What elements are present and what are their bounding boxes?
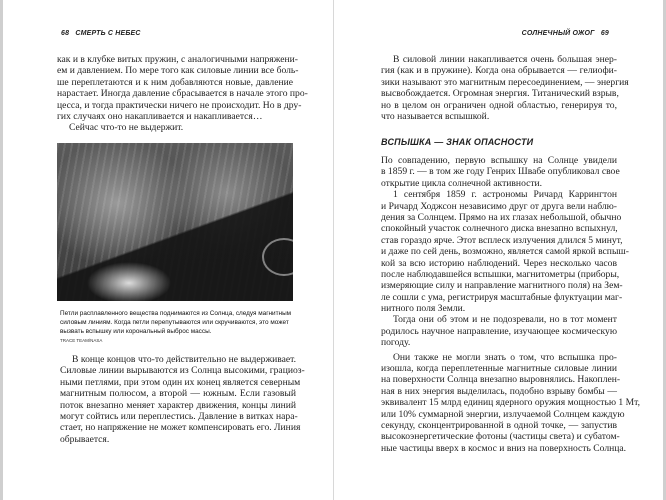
text-line: после наблюдавшейся вспышки, магнитометры (приборы, [381,268,620,280]
text-line: ше переплетаются и к ним добавляются новые, давление [57,76,293,88]
text-line: дения за Солнцем. Прямо на их глазах небольшой, обычно [381,211,622,223]
text-line: родилось научное направление, изучающее космическую [381,325,617,337]
text-line: ем и давлением. По мере того как силовые линии все боль- [57,65,299,77]
photo-credit: TRACE TEAM/NASA [60,338,103,343]
solar-loops-photo [57,143,293,301]
text-line: магнитным полюсом, а второй — южным. Если газовый [60,388,296,400]
text-line: что называется вспышкой. [381,110,490,122]
text-line: высвобождается. Огромная энергия. Титанический взрыв, [381,88,619,100]
text-line: изошла, когда переплетенные магнитные силовые линии [381,363,617,375]
page-number: 69 [600,30,609,37]
text-line: нитного поля Земли. [381,303,466,315]
text-line: стает, но напряжение не может компенсировать его. Линия [60,422,301,434]
running-title: СМЕРТЬ С НЕБЕС [75,30,141,37]
text-line: эквивалент 15 млрд единиц ядерного оружия мощностью 1 Мт, [381,397,641,409]
text-line: Они также не могли знать о том, что вспышка про- [393,351,617,363]
text-line: или 10% суммарной энергии, излучаемой Солнцем каждую [381,408,625,420]
text-line: зики называют это магнитным пересоединением, — энергия [381,76,629,88]
right-running-header [522,30,613,37]
text-line: нарастает. Иногда давление сбрасывается в начале этого про- [57,88,308,100]
text-line: гих случаях оно накапливается и накапливается… [57,110,263,122]
text-line: секунду, сконцентрированной в одной точке, — запустив [381,419,617,431]
text-line: цесса, и тогда практически ничего не происходит. Но в дру- [57,99,302,111]
running-title: СОЛНЕЧНЫЙ ОЖОГ [521,30,595,37]
right-section-text [381,155,641,454]
text-line: ная в них энергия выделилась, подобно взрыву бомбы — [381,385,617,397]
text-line: высокоэнергетические фотоны (частицы света) и субатом- [381,431,620,443]
figure-caption: Петли расплавленного вещества поднимаются из Солнца, следуя магнитным силовым линиям. Когда петли перепутываются или скручиваются, это может вызвать вспышку или корональный выброс массы. [60,310,292,335]
text-line: ные частицы вверх в космос и вниз на поверхность Солнца. [381,442,627,454]
left-top-text [57,54,308,134]
text-line: на поверхности Солнца внезапно выровнялись. Накоплен- [381,374,621,386]
text-line: В силовой линии накапливается очень большая энер- [393,54,617,65]
page-number: 68 [61,30,70,37]
text-line: Сейчас что-то не выдержит. [69,122,184,134]
section-heading: ВСПЫШКА — ЗНАК ОПАСНОСТИ [381,137,534,147]
crater-shape [262,238,293,276]
text-line: измеряющие силу и направление магнитного поля) на Зем- [381,280,623,292]
text-line: поток внезапно меняет характер движения, концы линий [60,399,296,411]
text-line: ле сошли с ума, регистрируя масштабные флуктуации маг- [381,291,623,303]
text-line: став гораздо ярче. Этот всплеск излучения длился 5 минут, [381,234,623,246]
text-line: погоду. [381,337,411,349]
text-line: и даже по сей день, возможно, является самой яркой вспыш- [381,246,629,258]
text-line: в 1859 г. — в том же году Генрих Швабе опубликовал свое [381,166,620,178]
text-line: и Ричард Ходжсон независимо друг от друга вели наблю- [381,200,617,212]
left-running-header [57,30,141,37]
text-line: Силовые линии вырываются из Солнца высокими, грациоз- [60,365,305,377]
text-line: гия (как и в пружине). Когда она обрывается — гелиофи- [381,65,617,77]
text-line: По совпадению, первую вспышку на Солнце увидели [381,155,617,166]
text-line: могут сойтись или переплестись. Давление в витках нара- [60,410,298,422]
text-line: В конце концов что-то действительно не выдерживает. [72,354,296,365]
right-page [333,0,666,500]
left-bottom-text [60,354,305,445]
text-line: открытие цикла солнечной активности. [381,177,543,189]
text-line: обрывается. [60,433,110,445]
text-line: но в целом он ограничен одной областью, генерируя то, [381,99,617,111]
text-line: ными петлями, при этом один их конец является северным [60,376,301,388]
right-intro-text [381,54,629,122]
text-line: 1 сентября 1859 г. астрономы Ричард Каррингтон [393,189,617,201]
text-line: Тогда они об этом и не подозревали, но в тот момент [393,314,617,326]
text-line: кой за всю историю наблюдений. Через несколько часов [381,257,617,269]
text-line: как и в клубке витых пружин, с аналогичными напряжени- [57,54,298,65]
text-line: спокойный участок солнечного диска внезапно вспыхнул, [381,223,618,235]
